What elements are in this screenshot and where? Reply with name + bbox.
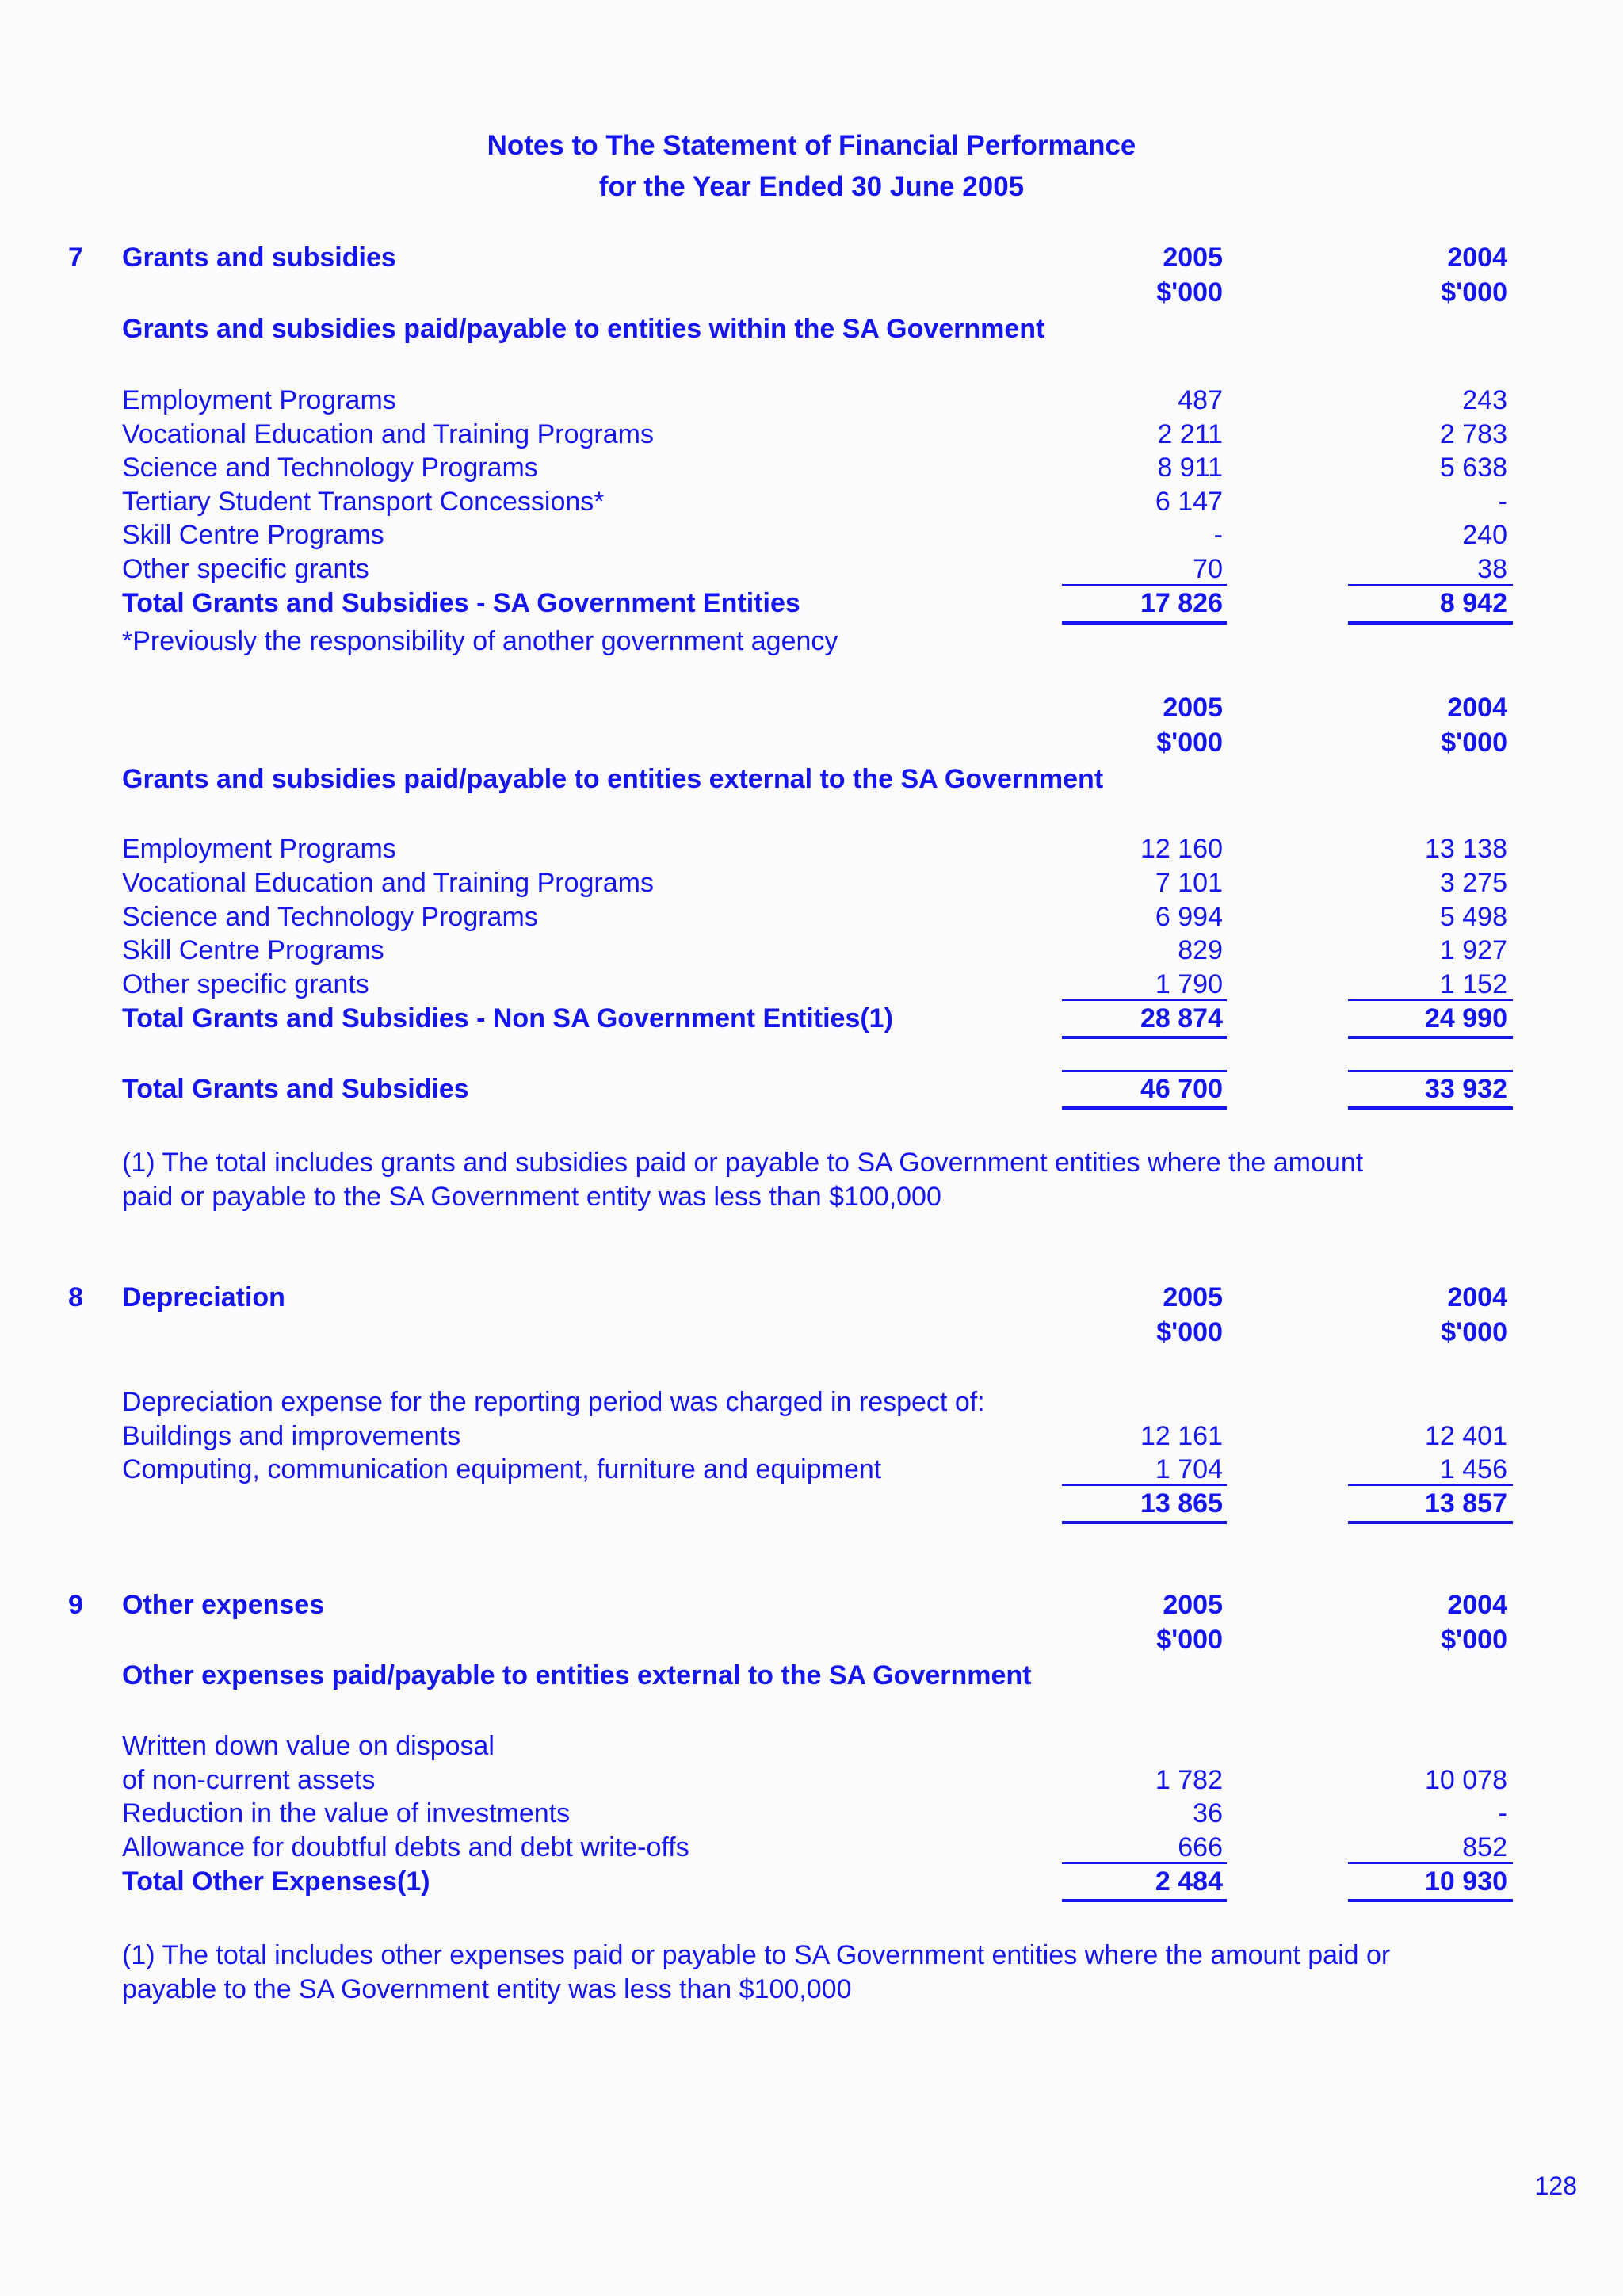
row-value-2005: 6 994 (1155, 902, 1223, 932)
row-label: Vocational Education and Training Programs (122, 419, 654, 449)
total-rule (1062, 1899, 1227, 1902)
row-label: Allowance for doubtful debts and debt write-offs (122, 1832, 689, 1862)
row-value-2004: 2 783 (1439, 419, 1507, 449)
row-value-2005: 7 101 (1155, 868, 1223, 898)
row-value-2004: 13 138 (1425, 834, 1507, 864)
total-value-2005: 17 826 (1140, 588, 1223, 618)
grand-total-value-2004: 33 932 (1425, 1074, 1507, 1104)
row-label: Written down value on disposal (122, 1731, 495, 1761)
row-label: Other specific grants (122, 969, 369, 999)
total-rule (1062, 1036, 1227, 1039)
row-value-2004: 1 152 (1439, 969, 1507, 999)
section-subheading: Grants and subsidies paid/payable to entities external to the SA Government (122, 764, 1104, 794)
row-label: Other specific grants (122, 554, 369, 584)
column-unit: $'000 (1441, 277, 1507, 308)
column-year-2004: 2004 (1447, 1590, 1507, 1620)
total-label: Total Grants and Subsidies - Non SA Government Entities(1) (122, 1003, 893, 1033)
grand-total-value-2005: 46 700 (1140, 1074, 1223, 1104)
page-subtitle: for the Year Ended 30 June 2005 (598, 171, 1025, 202)
total-value-2005: 2 484 (1155, 1866, 1223, 1897)
page-number: 128 (1534, 2172, 1577, 2200)
row-value-2004: 243 (1462, 385, 1507, 415)
note-text: (1) The total includes grants and subsidies paid or payable to SA Government entities where the amount (122, 1148, 1364, 1178)
row-value-2005: - (1213, 520, 1223, 550)
note-text: paid or payable to the SA Government entity was less than $100,000 (122, 1182, 941, 1212)
row-label: Computing, communication equipment, furniture and equipment (122, 1454, 882, 1484)
row-label: Science and Technology Programs (122, 902, 538, 932)
row-value-2004: 10 078 (1425, 1765, 1507, 1795)
grand-total-label: Total Grants and Subsidies (122, 1074, 469, 1104)
row-value-2004: 3 275 (1439, 868, 1507, 898)
row-label: Skill Centre Programs (122, 520, 384, 550)
row-value-2005: 8 911 (1157, 453, 1223, 483)
column-year-2004: 2004 (1447, 693, 1507, 723)
total-rule (1062, 1106, 1227, 1110)
row-value-2004: - (1498, 1798, 1507, 1828)
column-year-2005: 2005 (1163, 1282, 1223, 1312)
row-label: Buildings and improvements (122, 1421, 461, 1451)
column-unit: $'000 (1441, 728, 1507, 758)
row-label: Tertiary Student Transport Concessions* (122, 487, 605, 517)
row-label: Science and Technology Programs (122, 453, 538, 483)
total-value-2004: 10 930 (1425, 1866, 1507, 1897)
row-value-2005: 1 782 (1155, 1765, 1223, 1795)
total-value-2004: 13 857 (1425, 1488, 1507, 1519)
column-unit: $'000 (1156, 728, 1223, 758)
page-title: Notes to The Statement of Financial Performance (487, 130, 1136, 161)
total-rule (1348, 1106, 1513, 1110)
column-year-2005: 2005 (1163, 243, 1223, 273)
intro-text: Depreciation expense for the reporting period was charged in respect of: (122, 1387, 985, 1417)
subtotal-rule (1348, 1484, 1513, 1486)
note-heading: Other expenses (122, 1590, 325, 1620)
column-unit: $'000 (1156, 1625, 1223, 1655)
row-value-2005: 829 (1178, 935, 1223, 965)
subtotal-rule (1348, 999, 1513, 1001)
column-unit: $'000 (1441, 1317, 1507, 1347)
row-value-2004: 1 456 (1439, 1454, 1507, 1484)
row-label: Skill Centre Programs (122, 935, 384, 965)
row-label: Vocational Education and Training Programs (122, 868, 654, 898)
subtotal-rule (1062, 584, 1227, 586)
row-value-2004: - (1498, 487, 1507, 517)
row-value-2004: 5 498 (1439, 902, 1507, 932)
total-rule (1348, 1899, 1513, 1902)
total-rule (1348, 1036, 1513, 1039)
note-number: 9 (68, 1590, 83, 1620)
row-label: Reduction in the value of investments (122, 1798, 571, 1828)
total-value-2004: 8 942 (1439, 588, 1507, 618)
total-rule (1348, 621, 1513, 625)
row-value-2004: 12 401 (1425, 1421, 1507, 1451)
subtotal-rule (1348, 1862, 1513, 1864)
subtotal-rule (1062, 1484, 1227, 1486)
subtotal-rule (1062, 999, 1227, 1001)
subtotal-rule (1062, 1070, 1227, 1072)
subtotal-rule (1062, 1862, 1227, 1864)
footnote: *Previously the responsibility of another government agency (122, 626, 838, 656)
row-value-2005: 1 704 (1155, 1454, 1223, 1484)
row-value-2004: 240 (1462, 520, 1507, 550)
column-year-2004: 2004 (1447, 243, 1507, 273)
row-value-2005: 1 790 (1155, 969, 1223, 999)
note-text: payable to the SA Government entity was less than $100,000 (122, 1974, 852, 2004)
row-value-2004: 38 (1477, 554, 1507, 584)
section-subheading: Grants and subsidies paid/payable to entities within the SA Government (122, 314, 1045, 344)
total-rule (1348, 1521, 1513, 1524)
total-rule (1062, 1521, 1227, 1524)
column-year-2005: 2005 (1163, 693, 1223, 723)
column-unit: $'000 (1156, 1317, 1223, 1347)
total-rule (1062, 621, 1227, 625)
row-label: Employment Programs (122, 385, 396, 415)
row-label: of non-current assets (122, 1765, 376, 1795)
total-label: Total Grants and Subsidies - SA Government Entities (122, 588, 800, 618)
row-value-2005: 666 (1178, 1832, 1223, 1862)
note-heading: Grants and subsidies (122, 243, 396, 273)
total-label: Total Other Expenses(1) (122, 1866, 430, 1897)
note-heading: Depreciation (122, 1282, 285, 1312)
row-value-2005: 36 (1193, 1798, 1223, 1828)
row-value-2005: 2 211 (1157, 419, 1223, 449)
row-value-2005: 70 (1193, 554, 1223, 584)
section-subheading: Other expenses paid/payable to entities external to the SA Government (122, 1660, 1032, 1690)
total-value-2005: 13 865 (1140, 1488, 1223, 1519)
note-text: (1) The total includes other expenses paid or payable to SA Government entities where the amount paid or (122, 1940, 1391, 1970)
note-number: 7 (68, 243, 83, 273)
row-value-2005: 12 160 (1140, 834, 1223, 864)
column-unit: $'000 (1156, 277, 1223, 308)
row-value-2004: 5 638 (1439, 453, 1507, 483)
column-unit: $'000 (1441, 1625, 1507, 1655)
total-value-2004: 24 990 (1425, 1003, 1507, 1033)
column-year-2004: 2004 (1447, 1282, 1507, 1312)
row-label: Employment Programs (122, 834, 396, 864)
row-value-2005: 487 (1178, 385, 1223, 415)
total-value-2005: 28 874 (1140, 1003, 1223, 1033)
row-value-2005: 6 147 (1155, 487, 1223, 517)
subtotal-rule (1348, 584, 1513, 586)
note-number: 8 (68, 1282, 83, 1312)
subtotal-rule (1348, 1070, 1513, 1072)
row-value-2004: 1 927 (1439, 935, 1507, 965)
column-year-2005: 2005 (1163, 1590, 1223, 1620)
row-value-2005: 12 161 (1140, 1421, 1223, 1451)
row-value-2004: 852 (1462, 1832, 1507, 1862)
